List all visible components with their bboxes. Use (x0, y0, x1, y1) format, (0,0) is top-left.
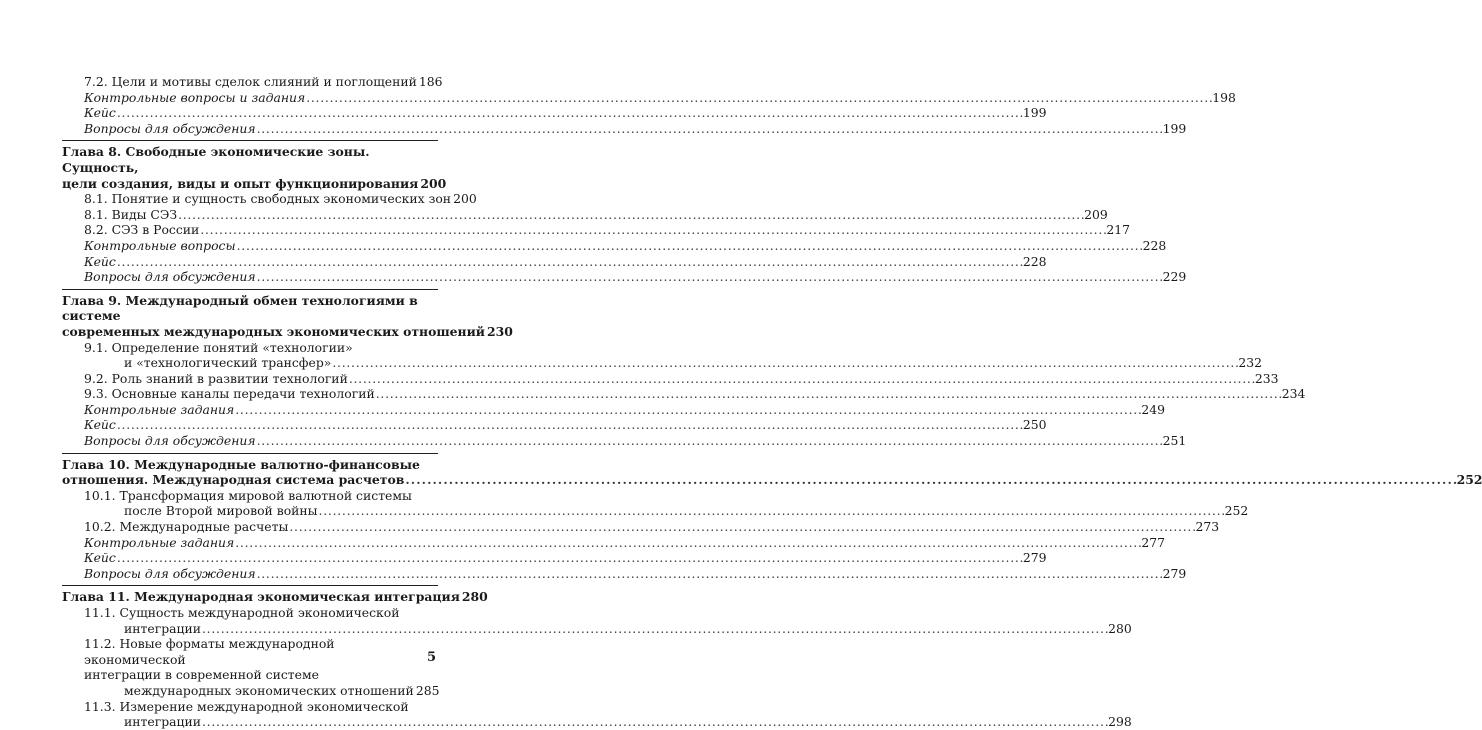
toc-line (84, 253, 1047, 270)
toc-line (84, 683, 438, 699)
toc-page-number: 228 (1022, 253, 1047, 269)
leader-dots (202, 621, 1107, 637)
leader-dots (289, 519, 1194, 535)
toc-page-number: 252 (1224, 503, 1249, 519)
table-of-contents (62, 74, 1482, 730)
toc-appendix-item[interactable] (84, 534, 1165, 551)
toc-section[interactable] (84, 206, 1108, 223)
toc-page-number: 251 (1162, 433, 1187, 449)
toc-line (84, 620, 1132, 637)
toc-line (62, 589, 488, 605)
toc-title: Вопросы для обсуждения (84, 269, 256, 285)
toc-line (84, 370, 1279, 387)
toc-line (84, 565, 1187, 582)
toc-appendix-item[interactable] (84, 433, 1187, 449)
toc-line (62, 323, 513, 340)
leader-dots (257, 269, 1162, 285)
toc-title: Кейс (84, 550, 116, 566)
toc-appendix-item[interactable] (84, 401, 1165, 418)
leader-dots (117, 254, 1022, 270)
toc-title: 8.1. Виды СЭЗ (84, 206, 178, 222)
toc-page-number: 228 (1142, 237, 1167, 253)
toc-line (84, 386, 1306, 402)
leader-dots (376, 386, 1281, 402)
toc-title: Вопросы для обсуждения (84, 565, 256, 581)
toc-title-line: 9.1. Определение понятий «технологии» (84, 339, 353, 355)
toc-title: международных экономических отношений (124, 682, 414, 698)
leader-dots (202, 714, 1107, 730)
toc-title: Кейс (84, 417, 116, 433)
toc-appendix-item[interactable] (84, 105, 1047, 121)
toc-page-number: 280 (1108, 620, 1132, 636)
toc-page-number: 298 (1108, 714, 1132, 730)
toc-page-number: 217 (1106, 222, 1131, 238)
toc-line (84, 191, 477, 207)
leader-dots (332, 355, 1237, 371)
toc-line (84, 417, 1047, 433)
toc-page-number: 280 (461, 589, 488, 605)
toc-title-line: 11.1. Сущность международной экономической (84, 605, 400, 620)
toc-title: 7.2. Цели и мотивы сделок слияний и поглощений (84, 74, 417, 89)
toc-page-number: 252 (1456, 472, 1482, 488)
toc-title: отношения. Международная система расчетов (62, 472, 405, 488)
toc-page-number: 199 (1022, 105, 1047, 121)
toc-title: Кейс (84, 105, 116, 121)
toc-page-number: 198 (1212, 89, 1236, 105)
toc-chapter[interactable] (62, 144, 447, 191)
chapter-divider (62, 140, 438, 141)
toc-section[interactable] (84, 487, 1249, 519)
toc-line (84, 550, 1047, 566)
toc-line (84, 206, 1108, 223)
leader-dots (257, 566, 1162, 582)
toc-appendix-item[interactable] (84, 417, 1047, 433)
toc-title: 8.2. СЭЗ в России (84, 222, 200, 238)
toc-title: современных международных экономических отношений (62, 323, 485, 339)
toc-title: и «технологический трансфер» (124, 355, 332, 371)
toc-line (84, 519, 1220, 535)
toc-appendix-item[interactable] (84, 120, 1187, 137)
toc-line (84, 355, 1263, 371)
toc-line (84, 714, 1132, 730)
leader-dots (405, 472, 1455, 488)
toc-line (84, 237, 1167, 254)
toc-title: 9.3. Основные каналы передачи технологий (84, 386, 375, 402)
toc-title: интеграции (124, 620, 201, 636)
toc-line (84, 105, 1047, 121)
toc-section[interactable] (84, 386, 1306, 402)
toc-appendix-item[interactable] (84, 253, 1047, 270)
toc-title-line: интеграции в современной системе (84, 667, 319, 683)
toc-title: цели создания, виды и опыт функционирования (62, 175, 419, 191)
toc-line (84, 534, 1165, 551)
leader-dots (117, 105, 1022, 121)
toc-title-line: 11.2. Новые форматы международной экономической (84, 636, 335, 667)
toc-title: 10.2. Международные расчеты (84, 519, 289, 535)
toc-title: Глава 11. Международная экономическая интеграция (62, 589, 460, 605)
toc-line (62, 472, 1482, 488)
toc-title: Вопросы для обсуждения (84, 120, 256, 136)
toc-page-number: 229 (1162, 269, 1187, 285)
toc-title: Контрольные задания (84, 534, 235, 550)
toc-section[interactable] (84, 636, 438, 698)
toc-section[interactable] (84, 698, 1132, 730)
toc-section[interactable] (84, 605, 1132, 636)
toc-title: Кейс (84, 253, 116, 269)
toc-page-number: 279 (1162, 565, 1187, 581)
chapter-divider (62, 585, 438, 586)
toc-title: Вопросы для обсуждения (84, 433, 256, 449)
toc-title-line: 10.1. Трансформация мировой валютной системы (84, 487, 412, 503)
toc-appendix-item[interactable] (84, 565, 1187, 582)
toc-appendix-item[interactable] (84, 237, 1167, 254)
toc-section[interactable] (84, 74, 443, 90)
toc-page-number: 209 (1084, 206, 1108, 222)
toc-line (62, 175, 447, 192)
toc-chapter[interactable] (62, 292, 513, 340)
toc-title: Контрольные задания (84, 401, 235, 417)
leader-dots (349, 371, 1254, 387)
toc-title-line: Глава 10. Международные валютно-финансовые (62, 456, 420, 472)
leader-dots (257, 121, 1162, 137)
toc-title: 9.2. Роль знаний в развитии технологий (84, 370, 348, 386)
toc-appendix-item[interactable] (84, 269, 1187, 285)
toc-section[interactable] (84, 222, 1131, 238)
chapter-divider (62, 289, 438, 290)
chapter-divider (62, 453, 438, 454)
toc-section[interactable] (84, 191, 477, 207)
toc-chapter[interactable] (62, 456, 1482, 488)
leader-dots (235, 535, 1140, 551)
toc-title-line: Глава 8. Свободные экономические зоны. Сущность, (62, 144, 370, 175)
toc-page-number: 285 (415, 682, 440, 698)
leader-dots (117, 417, 1022, 433)
toc-line (84, 222, 1131, 238)
leader-dots (306, 90, 1211, 106)
toc-page-number: 277 (1141, 534, 1165, 550)
toc-appendix-item[interactable] (84, 89, 1236, 106)
leader-dots (257, 433, 1162, 449)
toc-title: Контрольные вопросы (84, 237, 236, 253)
toc-page-number: 233 (1254, 370, 1279, 386)
toc-line (84, 401, 1165, 418)
toc-line (84, 269, 1187, 285)
toc-page-number: 279 (1022, 550, 1047, 566)
leader-dots (235, 402, 1140, 418)
toc-title: Контрольные вопросы и задания (84, 89, 306, 105)
toc-page-number: 200 (420, 175, 447, 191)
toc-line (84, 120, 1187, 137)
toc-line (84, 89, 1236, 106)
leader-dots (319, 503, 1224, 519)
toc-title: 8.1. Понятие и сущность свободных экономических зон (84, 191, 452, 207)
toc-page-number: 200 (453, 191, 477, 207)
toc-section[interactable] (84, 370, 1279, 387)
toc-chapter[interactable] (62, 589, 488, 605)
toc-page-number: 273 (1195, 519, 1220, 535)
toc-title-line: 11.3. Измерение международной экономической (84, 698, 409, 714)
leader-dots (237, 238, 1142, 254)
toc-title: после Второй мировой войны (124, 503, 318, 519)
toc-line (84, 433, 1187, 449)
toc-page-number: 230 (487, 323, 513, 339)
toc-page-number: 186 (418, 74, 443, 89)
leader-dots (117, 550, 1022, 566)
page-number: 5 (427, 650, 437, 665)
toc-title: интеграции (124, 714, 201, 730)
toc-page-number: 232 (1238, 355, 1263, 371)
leader-dots (200, 222, 1105, 238)
toc-page-number: 234 (1281, 386, 1306, 402)
toc-title-line: Глава 9. Международный обмен технологиями в системе (62, 292, 418, 324)
leader-dots (178, 207, 1083, 223)
toc-page-number: 199 (1162, 120, 1187, 136)
toc-line (84, 503, 1249, 519)
toc-appendix-item[interactable] (84, 550, 1047, 566)
toc-section[interactable] (84, 339, 1263, 371)
toc-section[interactable] (84, 519, 1220, 535)
toc-page-number: 250 (1022, 417, 1047, 433)
toc-line (84, 74, 443, 90)
toc-page-number: 249 (1141, 401, 1165, 417)
